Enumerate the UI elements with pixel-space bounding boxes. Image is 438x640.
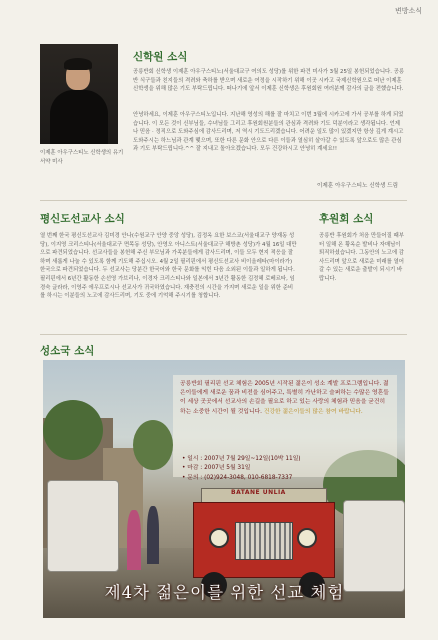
program-schedule: • 일시 : 2007년 7월 29일~12일(10박 11일) <box>182 456 301 462</box>
page-section-label: 변방소식 <box>394 7 422 15</box>
mission-experience-banner-title: 제4차 젊은이를 위한 선교 체험 <box>104 583 345 602</box>
program-contact: • 문의 : (02)924-3048, 010-6818-7337 <box>182 474 293 481</box>
seminary-news-title: 신학원 소식 <box>133 51 188 63</box>
seminarian-photo-caption: 이제훈 아우구스티노 신학생의 유기 서약 미사 <box>40 150 124 165</box>
program-details <box>182 455 301 483</box>
lay-missionary-news-body: 열 번째 한국 평신도선교사 김미경 안나(수원교구 안양 중앙 성당), 김정옥 요한 보스코(서울대교구 양재동 성당), 이지영 크리스티나(서울대교구 면목동 성당), 안영오 아니스트(서울대교구 해방촌 성당)가 4월 16일 대만으로 파견되었습니다. 선교사들을 봉헌해 주신 부모님과 가족분들에게 감사드리며, 이들 모두 현지 적응을 잘하며 새롭게 나눌 수 있도록 함께 기도해 주십시오. 4월 2일 필리핀에서 평신도선교사 비이올레타(마이라가) 한국으로 파견되었습니다. 두 선교사는 당분간 한국어와 한국 문화를 익힌 다음 소외된 이들과 일하게 됩니다. 필리핀에서 6년간 활동한 손선영 가브리나, 이경자 크리스티나와 일본에서 3년간 활동한 김정혜 로베르타, 임경숙 글라라, 이영주 에우프로시나 선교사가 귀국하였습니다. 재충전의 시간을 가지며 새로운 일을 위한 준비를 하시는 이분들의 노고에 감사드리며, 기도 중에 기억해 주시기를 청합니다. <box>40 233 297 300</box>
lay-missionary-news-title: 평신도선교사 소식 <box>40 213 125 225</box>
program-description <box>180 380 392 417</box>
supporters-news-body: 공릉반 후원회가 처음 만들어질 때부터 일해 온 황옥순 발비나 자매님이 퇴직하셨습니다. 그동안의 노고에 감사드리며 앞으로 새로운 미래를 열어갈 수 있는 새로운 출발이 되시기 바랍니다. <box>319 233 404 282</box>
program-deadline: • 마감 : 2007년 5월 31일 <box>182 465 251 472</box>
seminarian-photo <box>40 44 118 144</box>
supporters-news-title: 후원회 소식 <box>319 213 374 225</box>
vocation-news-title: 성소국 소식 <box>40 345 95 357</box>
divider <box>40 200 407 201</box>
program-call-to-action: 건강한 젊은이들의 많은 참여 바랍니다. <box>263 408 363 415</box>
divider <box>40 334 407 335</box>
jeepney-sign: BATANE UNLIA <box>231 489 286 496</box>
program-description-text: 공릉반회 필리핀 선교 체험은 2005년 시작된 젊은이 성소 계발 프로그램입니다. 젊은이들에게 새로운 꿈과 비전을 심어주고, 특별히 가난하고 슬퍼하는 수많은 영혼들이 세상 곳곳에서 선교사의 손길을 필요로 하고 있는 사랑의 체험과 믿음을 굳건히 하는 소중한 시간이 될 것입니다. <box>180 381 389 415</box>
seminarian-letter: 안녕하세요, 이제훈 아우구스티노입니다. 지난해 영성의 해를 잘 마치고 이번 3월에 시카고에 가서 공부를 하게 되었습니다. 이 모든 것이 신부님들, 수녀님들 그리고 후원회원분들의 관심과 격려와 기도 덕분이라고 생각됩니다. 언제나 믿음 · 정직으로 도와주심에 감사드리며, 저 역시 기도드리겠습니다. 어려운 일도 많이 있겠지만 항상 깊게 계시고 도와주시는 하느님과 관계 맺으며, 또한 다른 문화 안으로 다른 이들과 열심히 살아갈 수 있도록 앞으로도 많은 관심과 기도 부탁드립니다.^^ 잘 지내고 돌아오겠습니다. 모두 건강하시고 안녕히 계세요!! <box>133 112 404 153</box>
seminary-news-intro: 공릉반회 신학생 이제훈 아우구스티노(서울대교구 여의도 성당)를 위한 파견 미사가 3월 25일 봉헌되었습니다. 공릉반 식구들과 친지들의 격려와 축하를 받으며 새로운 여정을 시작하기 위해 이곳 시카고 국제신학원으로 떠난 이제훈 신학생을 위해 많은 기도 부탁드립니다. 떠나기에 앞서 이제훈 신학생은 후원회원 여러분께 감사의 글을 전했습니다. <box>133 69 405 93</box>
seminarian-signature: 이제훈 아우구스티노 신학생 드림 <box>317 183 398 189</box>
